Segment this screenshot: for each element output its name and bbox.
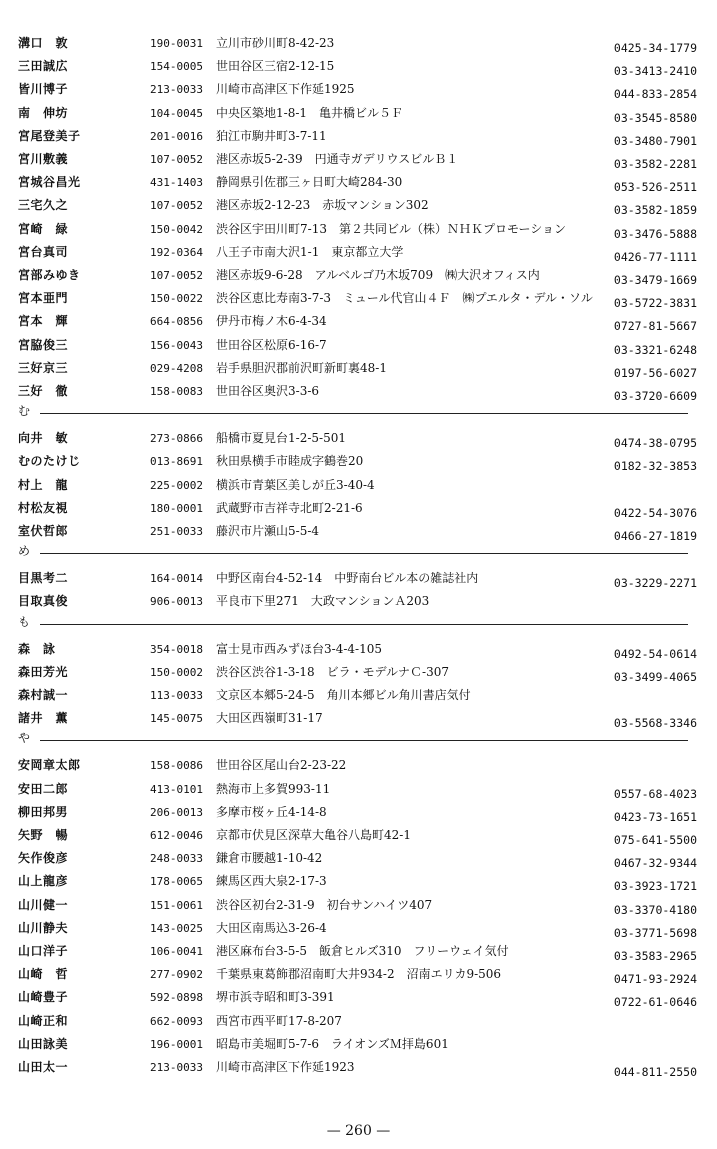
entry-name: 矢野 暢 (18, 828, 69, 842)
entry-name: 三田誠広 (18, 59, 69, 74)
entry-name: 安田二郎 (18, 781, 69, 796)
entry-phone: 0467-32-9344 (613, 856, 697, 871)
entry-postal-code: 154-0005 (150, 60, 203, 74)
section-heading: も (18, 614, 31, 629)
entry-postal-code: 113-0033 (150, 689, 203, 702)
entry-postal-code: 107-0052 (150, 153, 203, 166)
entry-postal-code: 592-0898 (150, 991, 203, 1005)
entry-name: 三好京三 (18, 360, 69, 375)
entry-postal-code: 190-0031 (150, 37, 203, 50)
entry-postal-code: 248-0033 (150, 852, 203, 866)
entry-phone: 03-3370-4180 (613, 902, 697, 917)
entry-phone: 0466-27-1819 (613, 529, 697, 543)
entry-phone: 0425-34-1779 (613, 41, 697, 55)
entry-postal-code: 196-0001 (150, 1037, 203, 1051)
entry-postal-code: 107-0052 (150, 199, 203, 213)
directory-entry (0, 847, 717, 870)
entry-postal-code: 143-0025 (150, 921, 203, 935)
entry-phone: 0471-93-2924 (613, 972, 697, 987)
section-heading: や (18, 731, 31, 746)
entry-phone: 075-641-5500 (613, 833, 697, 847)
entry-phone: 03-3480-7901 (613, 133, 697, 148)
entry-postal-code: 158-0086 (150, 759, 203, 773)
directory-entry (0, 824, 717, 847)
directory-entry (0, 684, 717, 707)
entry-address: 渋谷区宇田川町7-13 第２共同ビル（株）ＮＨＫプロモーション (216, 221, 567, 236)
entry-address: 中央区築地1-8-1 亀井橋ビル５Ｆ (216, 105, 404, 120)
entry-name: 宮川敷義 (18, 152, 69, 166)
entry-postal-code: 150-0002 (150, 665, 203, 679)
entry-name: 諸井 薫 (18, 711, 69, 726)
entry-phone: 03-3771-5698 (613, 925, 697, 940)
entry-name: むのたけじ (18, 454, 81, 469)
entry-name: 山川健一 (18, 897, 69, 912)
entry-name: 目黒考二 (18, 571, 69, 586)
directory-entry (0, 334, 717, 357)
entry-phone: 03-3321-6248 (613, 342, 697, 357)
entry-phone: 03-3583-2965 (613, 949, 697, 963)
entry-postal-code: 354-0018 (150, 642, 203, 656)
entry-name: 宮城谷昌光 (18, 175, 81, 190)
entry-postal-code: 178-0065 (150, 875, 203, 889)
entry-name: 宮脇俊三 (18, 337, 69, 352)
entry-address: 船橋市夏見台1-2-5-501 (216, 431, 346, 446)
directory-entry (0, 986, 717, 1009)
entry-address: 渋谷区恵比寿南3-7-3 ミュール代官山４Ｆ ㈱プエルタ・デル・ソル (216, 291, 593, 306)
entry-address: 静岡県引佐郡三ヶ日町大崎284-30 (216, 175, 403, 190)
directory-entry (0, 894, 717, 917)
entry-postal-code: 192-0364 (150, 245, 203, 259)
entry-postal-code: 431-1403 (150, 176, 203, 190)
entry-phone: 0422-54-3076 (613, 505, 697, 520)
entry-address: 立川市砂川町8-42-23 (216, 36, 335, 50)
directory-entry (0, 963, 717, 986)
entry-address: 堺市浜寺昭和町3-391 (216, 990, 335, 1005)
entry-name: 宮尾登美子 (18, 128, 81, 143)
entry-phone: 0492-54-0614 (613, 646, 697, 661)
entry-phone: 03-3229-2271 (613, 576, 697, 591)
entry-address: 武蔵野市吉祥寺北町2-21-6 (216, 500, 363, 515)
section-rule (40, 553, 688, 554)
entry-address: 藤沢市片瀬山5-5-4 (216, 524, 320, 538)
entry-name: 山崎 哲 (18, 967, 69, 982)
entry-address: 狛江市駒井町3-7-11 (216, 128, 327, 143)
entry-postal-code: 150-0022 (150, 292, 203, 306)
entry-postal-code: 906-0013 (150, 595, 203, 609)
directory-entry (0, 778, 717, 801)
entry-name: 室伏哲郎 (18, 524, 69, 538)
entry-postal-code: 213-0033 (150, 83, 203, 97)
entry-address: 大田区西嶺町31-17 (216, 711, 323, 726)
entry-address: 熱海市上多賀993-11 (216, 781, 331, 796)
directory-entry (0, 661, 717, 684)
entry-address: 練馬区西大泉2-17-3 (216, 874, 327, 889)
entry-name: 皆川博子 (18, 82, 69, 97)
entry-postal-code: 251-0033 (150, 525, 203, 538)
directory-entry (0, 497, 717, 520)
entry-phone: 0197-56-6027 (613, 365, 697, 380)
entry-phone: 03-3582-2281 (613, 157, 697, 171)
entry-postal-code: 612-0046 (150, 829, 203, 842)
directory-entry (0, 32, 717, 55)
entry-postal-code: 206-0013 (150, 805, 203, 819)
entry-address: 横浜市青葉区美しが丘3-40-4 (216, 477, 375, 492)
directory-entry (0, 590, 717, 613)
entry-address: 世田谷区三宿2-12-15 (216, 59, 335, 74)
directory-entry (0, 218, 717, 241)
entry-name: 宮本 輝 (18, 314, 69, 329)
entry-address: 大田区南馬込3-26-4 (216, 920, 327, 935)
entry-phone: 0557-68-4023 (613, 786, 697, 801)
entry-address: 文京区本郷5-24-5 角川本郷ビル角川書店気付 (216, 688, 471, 702)
entry-postal-code: 413-0101 (150, 782, 203, 796)
entry-phone: 03-5568-3346 (613, 716, 697, 731)
directory-entry (0, 171, 717, 194)
entry-name: 宮部みゆき (18, 268, 81, 282)
entry-name: 村松友視 (18, 500, 69, 515)
entry-postal-code: 107-0052 (150, 269, 203, 282)
entry-postal-code: 156-0043 (150, 338, 203, 352)
entry-postal-code: 664-0856 (150, 315, 203, 329)
directory-entry (0, 264, 717, 287)
entry-postal-code: 164-0014 (150, 572, 203, 586)
entry-address: 八王子市南大沢1-1 東京都立大学 (216, 244, 404, 259)
entry-address: 鎌倉市腰越1-10-42 (216, 851, 323, 866)
entry-address: 西宮市西平町17-8-207 (216, 1013, 342, 1028)
entry-postal-code: 151-0061 (150, 898, 203, 912)
directory-entry (0, 940, 717, 963)
entry-phone: 03-3720-6609 (613, 389, 697, 403)
entry-phone: 03-3923-1721 (613, 879, 697, 894)
directory-entry (0, 357, 717, 380)
directory-entry (0, 125, 717, 148)
entry-phone: 03-5722-3831 (613, 296, 697, 311)
entry-address: 秋田県横手市睦成字鶴巻20 (216, 454, 364, 469)
entry-name: 南 伸坊 (18, 105, 69, 120)
entry-postal-code: 029-4208 (150, 361, 203, 375)
entry-postal-code: 106-0041 (150, 945, 203, 958)
entry-name: 宮台真司 (18, 244, 69, 259)
entry-address: 中野区南台4-52-14 中野南台ビル本の雑誌社内 (216, 571, 479, 586)
entry-phone: 0426-77-1111 (613, 249, 697, 264)
entry-address: 世田谷区尾山台2-23-22 (216, 758, 347, 773)
entry-phone: 0722-61-0646 (613, 995, 697, 1010)
entry-name: 柳田邦男 (18, 804, 69, 819)
directory-entry (0, 78, 717, 101)
entry-name: 三好 徹 (18, 384, 69, 398)
entry-name: 向井 敏 (18, 431, 69, 446)
entry-address: 川崎市高津区下作延1925 (216, 82, 355, 97)
entry-name: 山崎豊子 (18, 990, 69, 1005)
entry-phone: 053-526-2511 (613, 180, 697, 195)
entry-postal-code: 277-0902 (150, 968, 203, 982)
entry-postal-code: 150-0042 (150, 222, 203, 236)
section-heading: む (18, 404, 31, 419)
entry-phone: 03-3479-1669 (613, 273, 697, 287)
entry-address: 渋谷区渋谷1-3-18 ビラ・モデルナＣ-307 (216, 664, 450, 679)
entry-name: 村上 龍 (18, 477, 69, 492)
entry-postal-code: 145-0075 (150, 712, 203, 726)
entry-name: 山上龍彦 (18, 874, 69, 889)
directory-entry (0, 102, 717, 125)
directory-entry (0, 380, 717, 403)
entry-name: 宮本亜門 (18, 291, 69, 306)
entry-address: 京都市伏見区深草大亀谷八島町42-1 (216, 828, 411, 842)
page-number: — 260 — (326, 1123, 391, 1139)
entry-name: 山口洋子 (18, 944, 69, 958)
directory-entry (0, 450, 717, 473)
entry-name: 森田芳光 (18, 664, 69, 679)
entry-postal-code: 213-0033 (150, 1061, 203, 1074)
section-heading: め (18, 544, 31, 559)
directory-entry (0, 917, 717, 940)
directory-entry (0, 148, 717, 171)
entry-postal-code: 104-0045 (150, 106, 203, 120)
entry-name: 森村誠一 (18, 688, 69, 702)
directory-entry (0, 427, 717, 450)
entry-phone: 03-3476-5888 (613, 226, 697, 241)
directory-entry (0, 1056, 717, 1079)
entry-phone: 0474-38-0795 (613, 436, 697, 451)
entry-address: 伊丹市梅ノ木6-4-34 (216, 314, 327, 329)
entry-postal-code: 158-0083 (150, 385, 203, 398)
entry-address: 世田谷区松原6-16-7 (216, 337, 327, 352)
entry-phone: 044-811-2550 (613, 1065, 697, 1079)
directory-entry (0, 801, 717, 824)
directory-entry (0, 474, 717, 497)
entry-postal-code: 013-8691 (150, 455, 203, 469)
entry-name: 溝口 敦 (18, 36, 69, 50)
section-rule (40, 624, 688, 625)
entry-phone: 03-3499-4065 (613, 669, 697, 684)
entry-phone: 0423-73-1651 (613, 809, 697, 824)
entry-name: 山田太一 (18, 1060, 69, 1074)
entry-address: 昭島市美堀町5-7-6 ライオンズＭ拝島601 (216, 1036, 449, 1051)
directory-entry (0, 194, 717, 217)
entry-address: 港区赤坂5-2-39 円通寺ガデリウスビルＢ１ (216, 152, 459, 166)
entry-address: 渋谷区初台2-31-9 初台サンハイツ407 (216, 897, 433, 912)
section-rule (40, 740, 688, 741)
entry-address: 岩手県胆沢郡前沢町新町裏48-1 (216, 360, 387, 375)
entry-name: 安岡章太郎 (18, 758, 81, 773)
entry-address: 港区麻布台3-5-5 飯倉ヒルズ310 フリーウェイ気付 (216, 944, 509, 958)
entry-name: 森 詠 (18, 641, 56, 656)
entry-phone: 03-3582-1859 (613, 203, 697, 218)
directory-entry (0, 567, 717, 590)
entry-name: 三宅久之 (18, 198, 69, 213)
entry-name: 山田詠美 (18, 1036, 69, 1051)
directory-entry (0, 241, 717, 264)
entry-postal-code: 662-0093 (150, 1014, 203, 1028)
entry-name: 宮崎 緑 (18, 221, 69, 236)
directory-entry (0, 520, 717, 543)
entry-phone: 044-833-2854 (613, 87, 697, 102)
entry-name: 矢作俊彦 (18, 851, 69, 866)
directory-entry (0, 870, 717, 893)
directory-entry (0, 1010, 717, 1033)
entry-postal-code: 225-0002 (150, 478, 203, 492)
entry-phone: 0727-81-5667 (613, 319, 697, 334)
entry-postal-code: 201-0016 (150, 129, 203, 143)
entry-address: 川崎市高津区下作延1923 (216, 1060, 355, 1074)
entry-address: 平良市下里271 大政マンションＡ203 (216, 594, 430, 609)
entry-address: 港区赤坂9-6-28 アルベルゴ乃木坂709 ㈱大沢オフィス内 (216, 268, 540, 282)
directory-entry (0, 55, 717, 78)
entry-address: 港区赤坂2-12-23 赤坂マンション302 (216, 198, 429, 213)
entry-postal-code: 273-0866 (150, 432, 203, 446)
directory-entry (0, 754, 717, 777)
directory-entry (0, 707, 717, 730)
entry-postal-code: 180-0001 (150, 501, 203, 515)
directory-entry (0, 310, 717, 333)
section-rule (40, 413, 688, 414)
entry-name: 目取真俊 (18, 594, 69, 609)
entry-address: 千葉県東葛飾郡沼南町大井934-2 沼南エリカ9-506 (216, 967, 502, 982)
directory-entry (0, 287, 717, 310)
entry-phone: 03-3413-2410 (613, 64, 697, 79)
directory-entry (0, 638, 717, 661)
directory-entry (0, 1033, 717, 1056)
entry-address: 多摩市桜ヶ丘4-14-8 (216, 804, 327, 819)
entry-address: 富士見市西みずほ台3-4-4-105 (216, 641, 382, 656)
entry-address: 世田谷区奥沢3-3-6 (216, 384, 320, 398)
entry-phone: 03-3545-8580 (613, 110, 697, 125)
entry-name: 山川静夫 (18, 920, 69, 935)
entry-phone: 0182-32-3853 (613, 459, 697, 474)
entry-name: 山崎正和 (18, 1013, 69, 1028)
